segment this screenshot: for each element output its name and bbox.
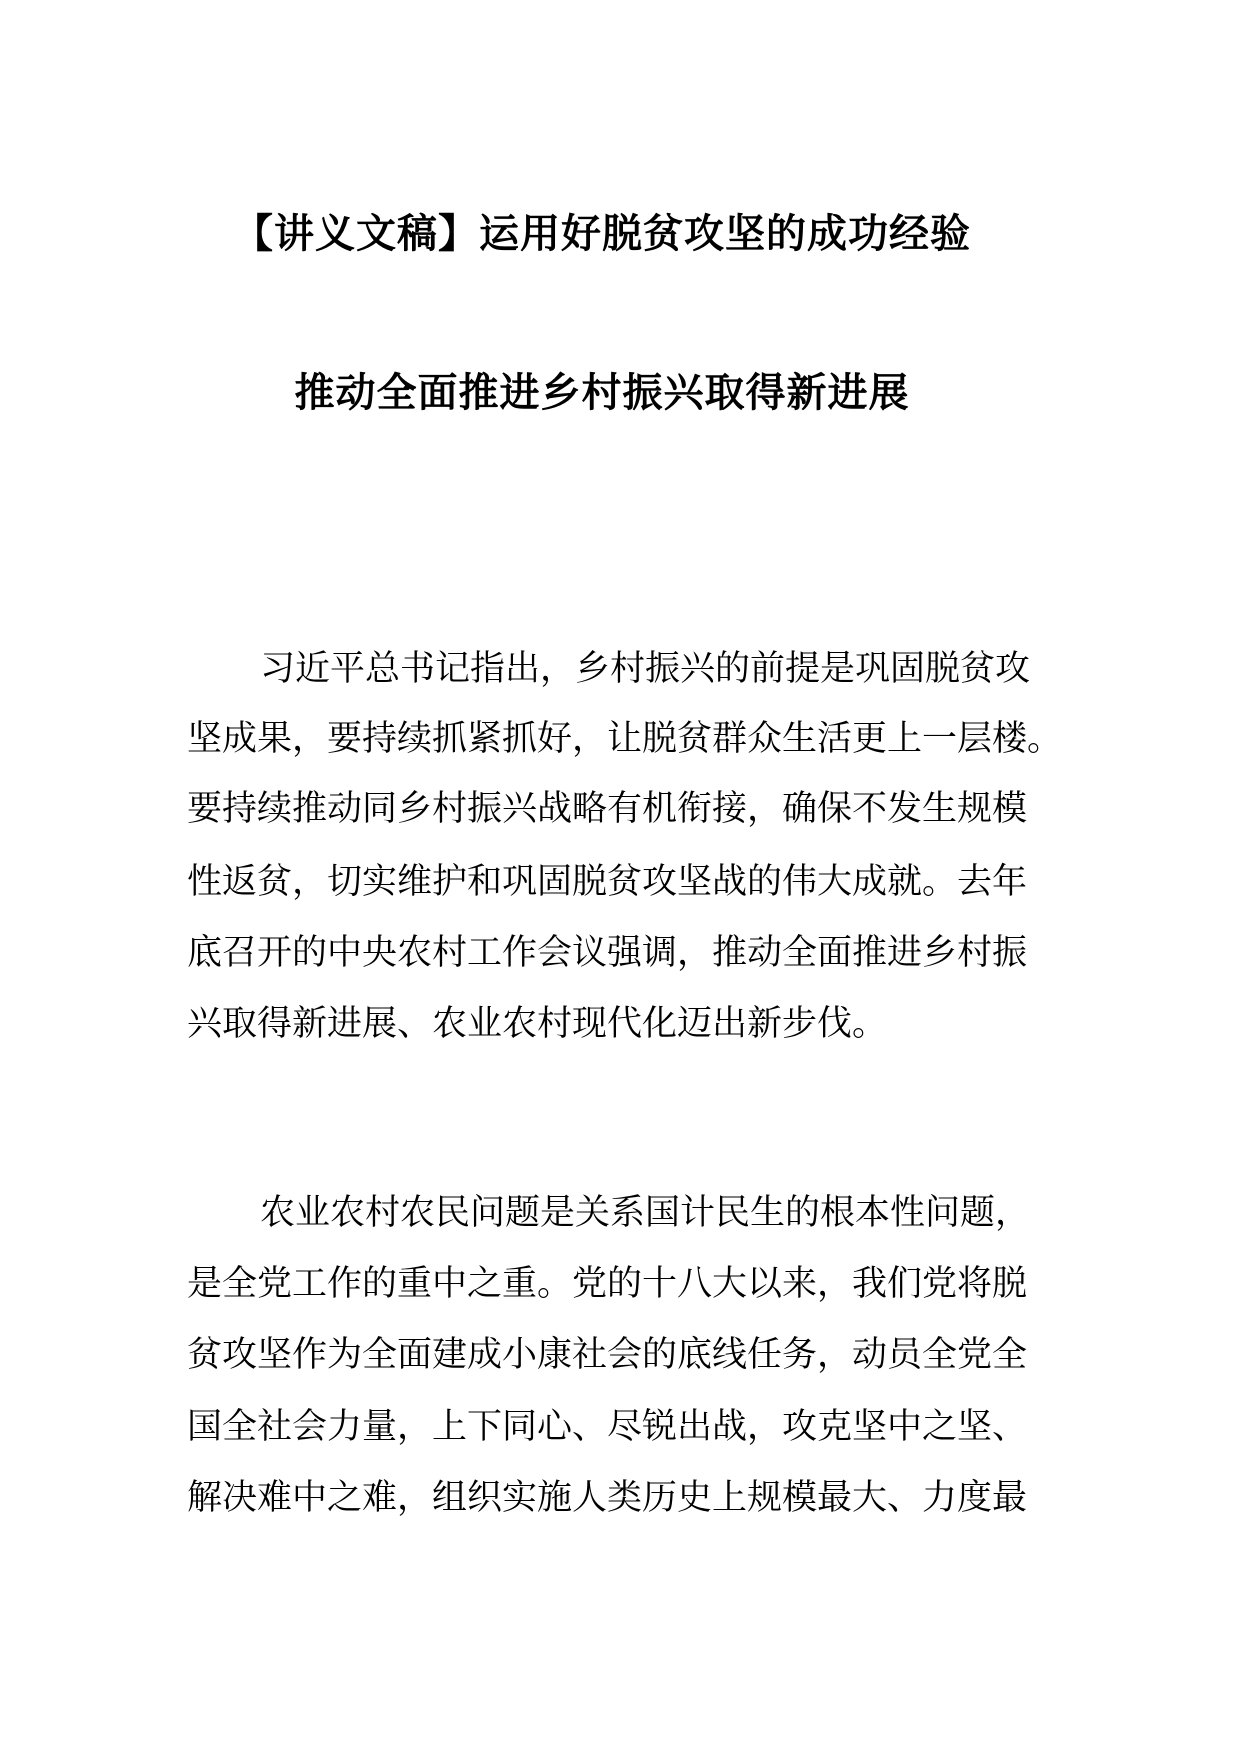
document-title-line-2: 推动全面推进乡村振兴取得新进展 <box>294 370 910 416</box>
paragraph-line: 是全党工作的重中之重。党的十八大以来，我们党将脱 <box>187 1264 1028 1304</box>
paragraph-line: 兴取得新进展、农业农村现代化迈出新步伐。 <box>187 1004 888 1044</box>
document-title-line-1: 【讲义文稿】运用好脱贫攻坚的成功经验 <box>233 211 971 257</box>
paragraph-line: 坚成果，要持续抓紧抓好，让脱贫群众生活更上一层楼。 <box>187 719 1063 759</box>
paragraph-line: 要持续推动同乡村振兴战略有机衔接，确保不发生规模 <box>187 789 1028 829</box>
paragraph-line: 农业农村农民问题是关系国计民生的根本性问题， <box>260 1193 1031 1233</box>
paragraph-line: 国全社会力量，上下同心、尽锐出战，攻克坚中之坚、 <box>187 1407 1028 1447</box>
paragraph-line: 习近平总书记指出，乡村振兴的前提是巩固脱贫攻 <box>260 649 1031 689</box>
paragraph-line: 性返贫，切实维护和巩固脱贫攻坚战的伟大成就。去年 <box>187 862 1028 902</box>
paragraph-line: 贫攻坚作为全面建成小康社会的底线任务，动员全党全 <box>187 1335 1028 1375</box>
paragraph-line: 解决难中之难，组织实施人类历史上规模最大、力度最 <box>187 1478 1028 1518</box>
paragraph-line: 底召开的中央农村工作会议强调，推动全面推进乡村振 <box>187 933 1028 973</box>
